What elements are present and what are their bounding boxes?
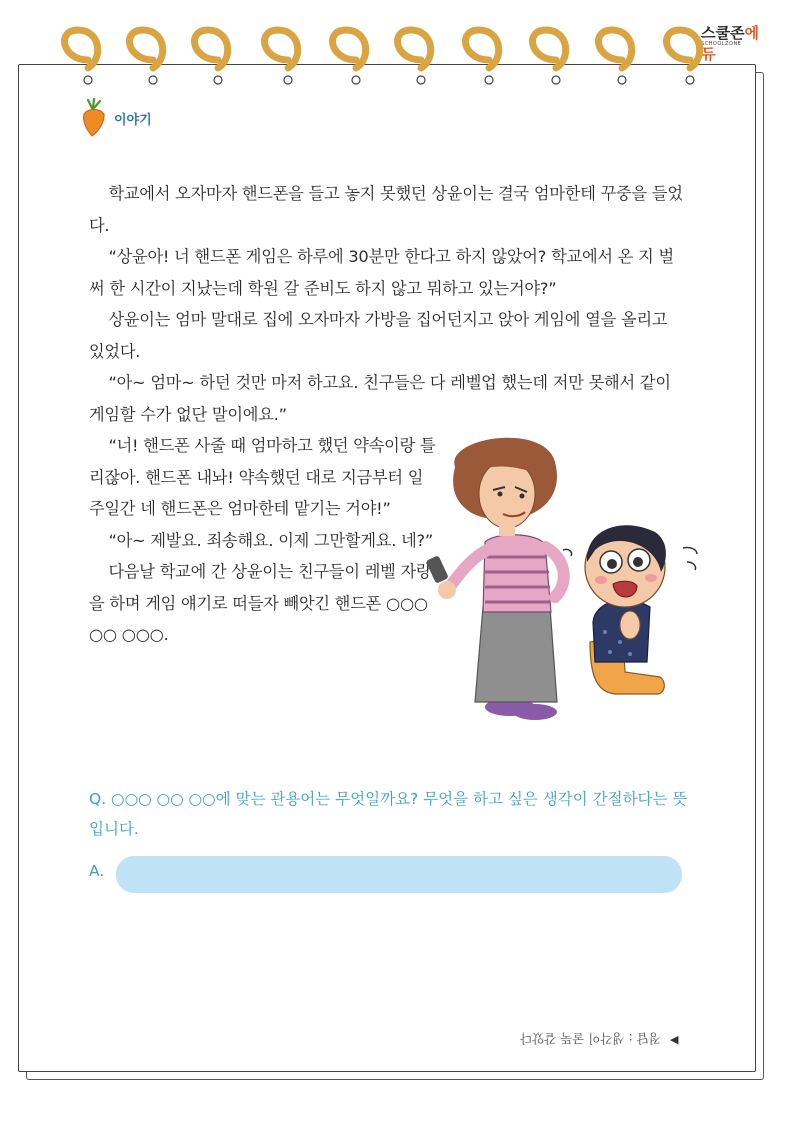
section-tag bbox=[78, 98, 152, 138]
carrot-icon bbox=[78, 98, 108, 138]
story-paragraph: “아~ 제발요. 죄송해요. 이제 그만할게요. 네?” bbox=[108, 530, 434, 550]
story-paragraph: 학교에서 오자마자 핸드폰을 들고 놓지 못했던 상윤이는 결국 엄마한테 꾸중을 들었다. bbox=[89, 184, 683, 235]
answer-label: A. bbox=[89, 862, 105, 880]
answer-input-box[interactable] bbox=[116, 856, 682, 893]
section-label: 이야기 bbox=[114, 112, 152, 128]
hint-arrow-icon: ◀ bbox=[670, 1033, 679, 1046]
story-paragraph: “상윤아! 너 핸드폰 게임은 하루에 30분만 한다고 하지 않았어? 학교에서 온 지 벌써 한 시간이 지났는데 학원 갈 준비도 하지 않고 뭐하고 있는거야?” bbox=[89, 247, 674, 298]
story-paragraph: 다음날 학교에 간 상윤이는 친구들이 레벨 자랑을 하며 게임 얘기로 떠들자 빼앗긴 핸드폰 ○○○ ○○ ○○○. bbox=[89, 562, 432, 644]
brand-logo bbox=[701, 22, 773, 63]
story-paragraph: “아~ 엄마~ 하던 것만 마저 하고요. 친구들은 다 레벨업 했는데 저만 못해서 같이 게임할 수가 없단 말이에요.” bbox=[89, 373, 671, 424]
logo-text-dark: 스쿨존 bbox=[701, 24, 745, 42]
story-paragraph: 상윤이는 엄마 말대로 집에 오자마자 가방을 집어던지고 앉아 게임에 열을 올리고 있었다. bbox=[89, 310, 668, 361]
boy-figure bbox=[563, 525, 697, 694]
mother-son-illustration bbox=[425, 432, 725, 727]
logo-text-orange: 에듀 bbox=[701, 24, 759, 63]
upside-down-answer-hint: 정답 : 생각이 굴뚝 같았다 bbox=[520, 1031, 661, 1046]
question-text: Q. ○○○ ○○ ○○에 맞는 관용어는 무엇일까요? 무엇을 하고 싶은 생각이 간절하다는 뜻입니다. bbox=[89, 790, 688, 838]
story-paragraph: “너! 핸드폰 사줄 때 엄마하고 했던 약속이랑 틀리잖아. 핸드폰 내놔! 약속했던 대로 지금부터 일주일간 네 핸드폰은 엄마한테 맡기는 거야!” bbox=[89, 436, 436, 518]
logo-subtext: SCHOOLZONE bbox=[701, 41, 742, 47]
mother-figure bbox=[426, 438, 564, 720]
